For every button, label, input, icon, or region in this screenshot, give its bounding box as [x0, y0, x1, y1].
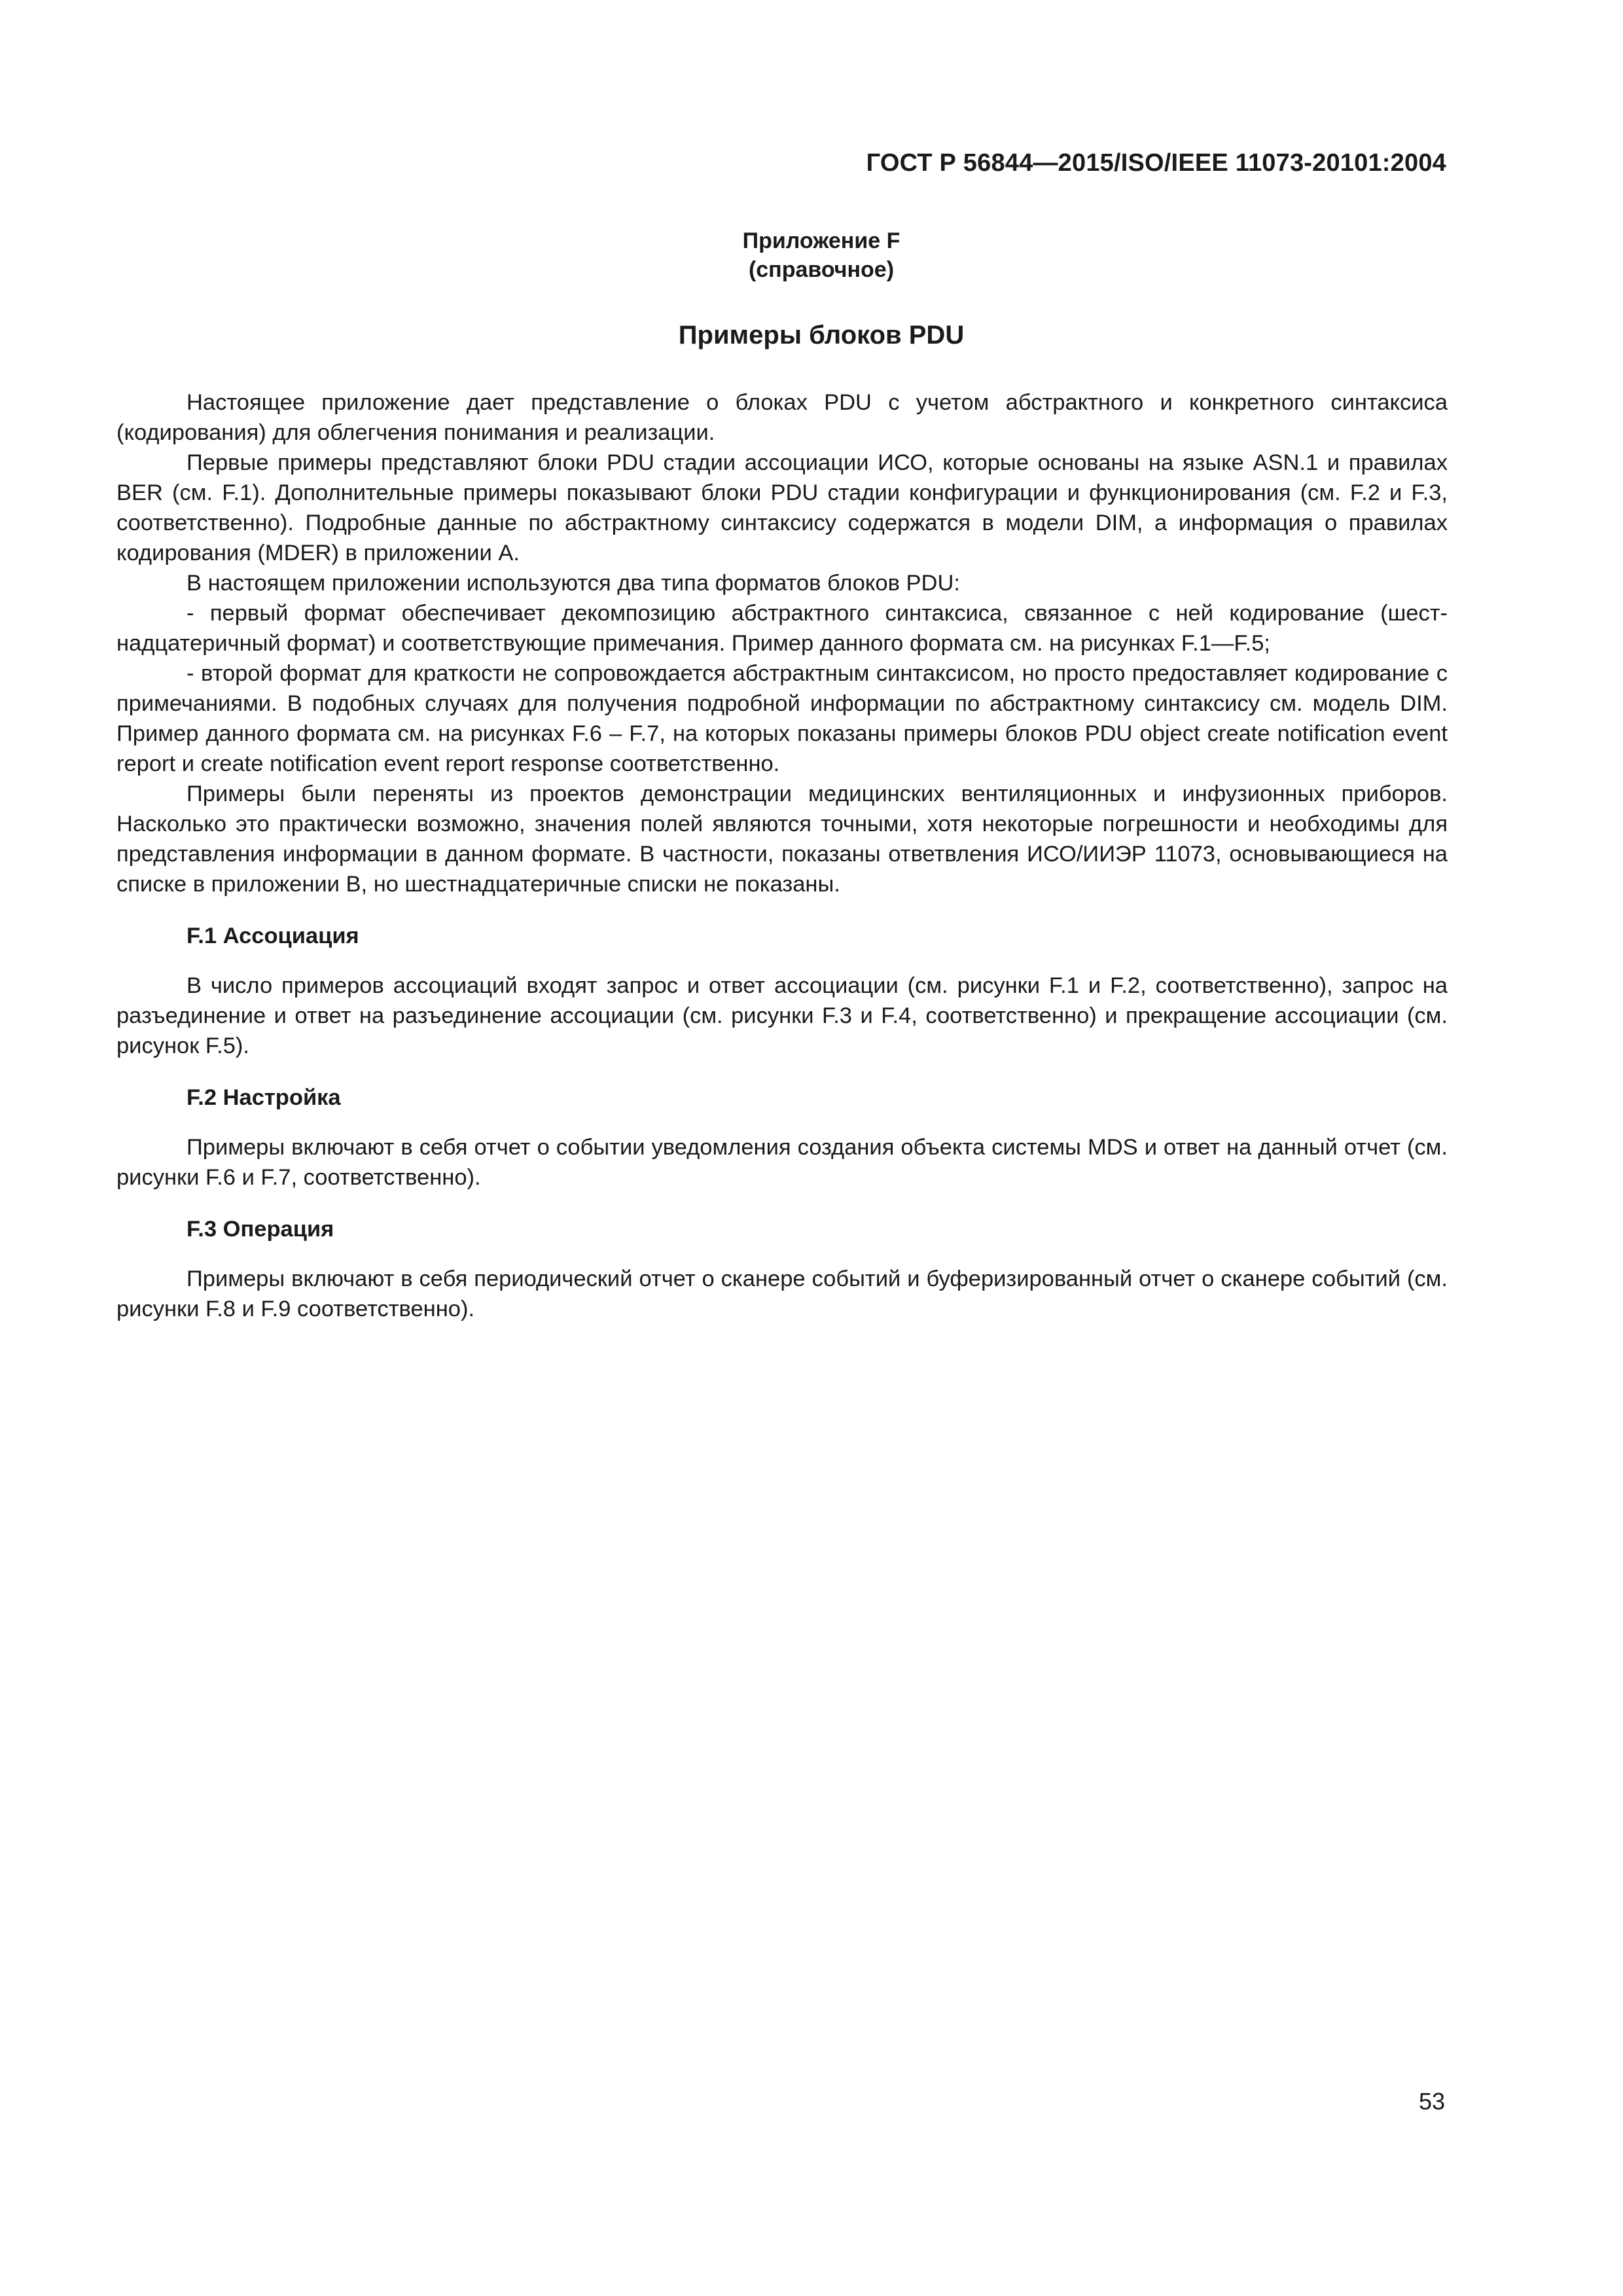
annex-heading: [0, 226, 1623, 284]
section-heading-operation: F.3 Операция: [187, 1217, 334, 1242]
page-number: 53: [1418, 2088, 1445, 2115]
annex-label: Приложение F: [742, 228, 901, 253]
intro-paragraph: Настоящее приложение дает представление о блоках PDU с учетом абстрактного и конкретного синтаксиса (кодирования) для облегчения понимания и реализации.: [116, 390, 1448, 445]
annex-status: (справочное): [748, 257, 895, 282]
section-text-association: В число примеров ассоциаций входят запрос и ответ ассоциации (см. рисунки F.1 и F.2, соответственно), запрос на разъединение и ответ на разъединение ассоциации (см. рисунки F.3 и F.4, соответственно) и прекращение ассоциации (см. рисунок F.5).: [116, 973, 1448, 1058]
format-list-item: - первый формат обеспечивает декомпозицию абстрактного синтаксиса, связанное с ней кодирование (шестнадцатеричный формат) и соответствующие примечания. Пример данного формата см. на рисунках F.1—F.5;: [116, 601, 1448, 656]
section-heading-configuration: F.2 Настройка: [187, 1085, 341, 1110]
section-text-configuration: Примеры включают в себя отчет о событии уведомления создания объекта системы MDS и ответ на данный отчет (см. рисунки F.6 и F.7, соответственно).: [116, 1135, 1448, 1190]
format-list-item: - второй формат для краткости не сопровождается абстрактным синтаксисом, но просто предоставляет кодирование с примечаниями. В подобных случаях для получения подробной информации по абстрактному синтаксису см. модель DIM. Пример данного формата см. на рисунках F.6 – F.7, на которых показаны примеры блоков PDU object create notification event report и create notification event report response соответственно.: [116, 661, 1448, 776]
intro-paragraph: Примеры были переняты из проектов демонстрации медицинских вентиляционных и инфузионных приборов. Насколько это практически возможно, значения полей являются точными, хотя некоторые погрешности и необходимы для представления информации в данном формате. В частности, показаны ответвления ИСО/ИИЭР 11073, основывающиеся на списке в приложении B, но шестнадцатеричные списки не показаны.: [116, 781, 1448, 897]
intro-paragraph: В настоящем приложении используются два типа форматов блоков PDU:: [187, 571, 960, 596]
standard-id-header: ГОСТ Р 56844—2015/ISO/IEEE 11073-20101:2004: [866, 149, 1446, 177]
document-body: [116, 387, 1448, 1324]
annex-title: Примеры блоков PDU: [678, 321, 965, 350]
intro-paragraph: Первые примеры представляют блоки PDU стадии ассоциации ИСО, которые основаны на языке ASN.1 и правилах BER (см. F.1). Дополнительные примеры показывают блоки PDU стадии конфигурации и функционирования (см. F.2 и F.3, соответственно). Подробные данные по абстрактному синтаксису содержатся в модели DIM, а информация о правилах кодирования (MDER) в приложении A.: [116, 450, 1448, 565]
section-text-operation: Примеры включают в себя периодический отчет о сканере событий и буферизированный отчет о сканере событий (см. рисунки F.8 и F.9 соответственно).: [116, 1266, 1448, 1321]
section-heading-association: F.1 Ассоциация: [187, 924, 359, 948]
